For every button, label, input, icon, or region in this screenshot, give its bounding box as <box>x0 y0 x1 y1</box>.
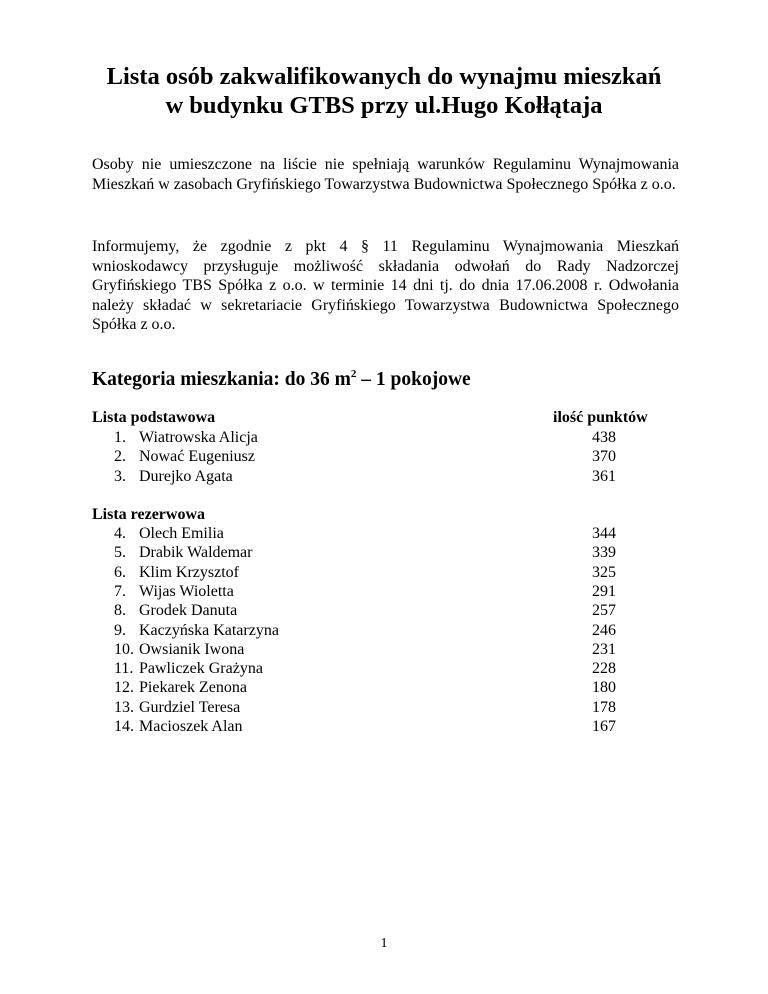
list-item <box>0 659 768 678</box>
list-item-name: Klim Krzysztof <box>139 563 239 581</box>
list-item-points: 291 <box>592 582 616 600</box>
list-item-points: 231 <box>592 640 616 658</box>
list-item-number: 3. <box>114 467 126 485</box>
list-item <box>0 524 768 543</box>
page-number: 1 <box>380 936 388 951</box>
list-item-name: Piekarek Zenona <box>139 679 247 697</box>
list-item-points: 246 <box>592 621 616 639</box>
list-item-points: 180 <box>592 679 616 697</box>
list-item-name: Drabik Waldemar <box>139 544 253 562</box>
list-item-points: 361 <box>592 467 616 485</box>
list-item <box>0 447 768 466</box>
list-item-points: 325 <box>592 563 616 581</box>
list-item <box>0 601 768 620</box>
paragraph-eligibility-note: Osoby nie umieszczone na liście nie spełniają warunków Regulaminu Wynajmowania Mieszkań w zasobach Gryfińskiego Towarzystwa Budownictwa Społecznego Spółka z o.o. <box>92 156 679 193</box>
list-item <box>0 621 768 640</box>
list-item <box>0 467 768 486</box>
list-item-number: 8. <box>114 602 126 620</box>
list-item-number: 4. <box>114 525 126 542</box>
list-item-name: Macioszek Alan <box>139 718 243 735</box>
list-item-points: 178 <box>592 698 616 716</box>
list-item-points: 167 <box>592 718 616 735</box>
category-prefix: Kategoria mieszkania: do 36 m <box>92 369 351 390</box>
paragraph-appeal-info: Informujemy, że zgodnie z pkt 4 § 11 Regulaminu Wynajmowania Mieszkań wnioskodawcy przysługuje możliwość składania odwołań do Rady Nadzorczej Gryfińskiego TBS Spółka z o.o. w terminie 14 dni tj. do dnia 17.06.2008 r. Odwołania należy składać w sekretariacie Gryfińskiego Towarzystwa Budownictwa Społecznego Spółka z o.o. <box>92 238 679 333</box>
title-line-2: w budynku GTBS przy ul.Hugo Kołłątaja <box>165 92 603 119</box>
category-suffix: – 1 pokojowe <box>356 369 471 390</box>
list-item-number: 11. <box>114 660 134 678</box>
list-item-name: Pawliczek Grażyna <box>139 660 263 678</box>
list-item-name: Nować Eugeniusz <box>139 448 255 466</box>
list-item-name: Olech Emilia <box>139 525 224 542</box>
list-item-number: 2. <box>114 448 126 466</box>
list-item <box>0 698 768 717</box>
list-item <box>0 563 768 582</box>
list-item-points: 228 <box>592 660 616 678</box>
list-item-name: Kaczyńska Katarzyna <box>139 621 279 639</box>
list-item-number: 6. <box>114 563 126 581</box>
list-item-points: 370 <box>592 448 616 466</box>
list-item-name: Grodek Danuta <box>139 602 238 620</box>
title-line-1: Lista osób zakwalifikowanych do wynajmu mieszkań <box>106 63 662 90</box>
basic-list-heading: Lista podstawowa <box>92 409 216 426</box>
list-item <box>0 428 768 447</box>
category-heading <box>92 368 471 392</box>
list-item-points: 344 <box>592 525 616 542</box>
list-item-points: 257 <box>592 602 616 620</box>
list-item-number: 14. <box>114 718 134 735</box>
list-item-number: 10. <box>114 640 134 658</box>
list-item <box>0 543 768 562</box>
category-superscript: 2 <box>350 368 357 380</box>
list-item-points: 339 <box>592 544 616 562</box>
list-item-name: Wiatrowska Alicja <box>139 429 258 446</box>
list-item <box>0 678 768 697</box>
list-item <box>0 717 768 736</box>
list-item-number: 7. <box>114 582 126 600</box>
list-item-number: 9. <box>114 621 126 639</box>
document-title <box>0 62 768 120</box>
list-item-number: 5. <box>114 544 126 562</box>
reserve-list-heading: Lista rezerwowa <box>92 506 205 523</box>
list-item-number: 12. <box>114 679 134 697</box>
list-item <box>0 582 768 601</box>
list-item-points: 438 <box>592 429 616 446</box>
points-column-header: ilość punktów <box>553 409 648 426</box>
list-item-name: Owsianik Iwona <box>139 640 245 658</box>
list-item-name: Gurdziel Teresa <box>139 698 241 716</box>
list-item <box>0 640 768 659</box>
list-item-name: Wijas Wioletta <box>139 582 234 600</box>
list-item-name: Durejko Agata <box>139 467 233 485</box>
list-item-number: 1. <box>114 429 126 446</box>
list-item-number: 13. <box>114 698 134 716</box>
